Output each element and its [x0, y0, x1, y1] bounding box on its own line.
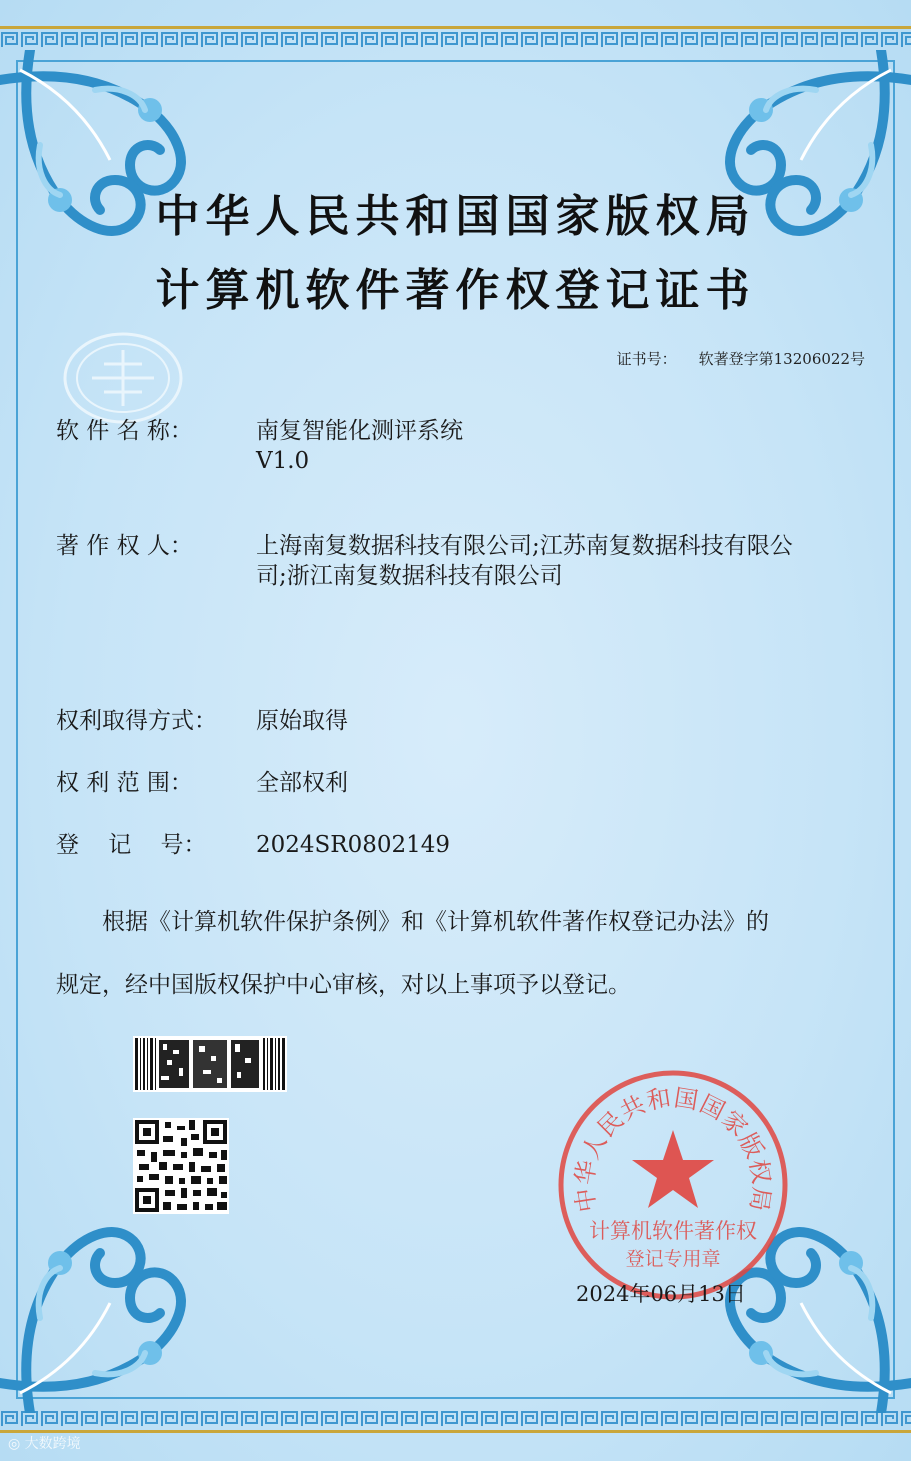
barcode-icon — [133, 1036, 287, 1092]
copyright-owner-line: 司;浙江南复数据科技有限公司 — [256, 563, 563, 589]
acquisition-method-value: 原始取得 — [256, 708, 348, 734]
title-certificate: 计算机软件著作权登记证书 — [155, 265, 756, 316]
field-registration-number — [56, 830, 875, 860]
field-label: 著 作 权 人： — [56, 533, 193, 559]
statement-line-2: 规定，经中国版权保护中心审核，对以上事项予以登记。 — [56, 972, 631, 998]
svg-text:中华人民共和国国家版权局: 中华人民共和国国家版权局 — [570, 1083, 776, 1215]
issue-date: 2024年06月13日 — [576, 1282, 746, 1306]
field-rights-scope — [56, 768, 875, 798]
field-label: 软 件 名 称： — [56, 418, 193, 444]
registration-number-value: 2024SR0802149 — [256, 832, 451, 858]
corner-ornament-icon — [0, 1213, 200, 1413]
field-copyright-owner — [56, 531, 875, 591]
title-authority: 中华人民共和国国家版权局 — [155, 191, 756, 242]
field-acquisition-method — [56, 706, 875, 736]
copyright-owner-line: 上海南复数据科技有限公司;江苏南复数据科技有限公 — [256, 533, 793, 559]
svg-text:登记专用章: 登记专用章 — [625, 1248, 721, 1270]
watermark-text: 大数跨境 — [24, 1436, 81, 1452]
field-label: 登 记 号： — [56, 832, 207, 858]
svg-text:计算机软件著作权: 计算机软件著作权 — [589, 1219, 757, 1243]
field-label: 权 利 范 围： — [56, 770, 193, 796]
software-name-value: 南复智能化测评系统 — [256, 418, 463, 444]
emblem-watermark-icon — [62, 330, 184, 426]
qr-code-icon — [133, 1118, 229, 1214]
field-software-name — [56, 416, 875, 476]
top-fret-border — [0, 30, 911, 50]
certificate-number-label: 证书号： — [616, 350, 677, 368]
rights-scope-value: 全部权利 — [256, 770, 348, 796]
footer-watermark — [8, 1433, 81, 1453]
certificate-number — [617, 348, 865, 369]
official-seal-icon — [556, 1068, 790, 1302]
field-label: 权利取得方式： — [56, 708, 217, 734]
software-version-value: V1.0 — [256, 448, 310, 474]
statement-line-1: 根据《计算机软件保护条例》和《计算机软件著作权登记办法》的 — [56, 909, 769, 935]
certificate-number-value: 软著登字第13206022号 — [698, 350, 865, 368]
watermark-logo-icon: ◎ — [8, 1436, 25, 1452]
